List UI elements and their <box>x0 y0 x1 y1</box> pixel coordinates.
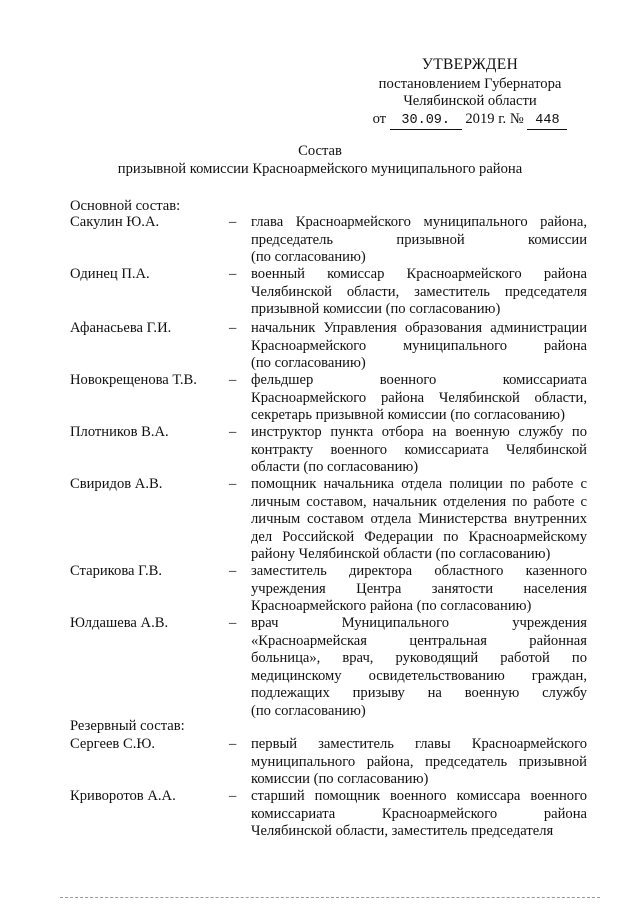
main-composition-label: Основной состав: <box>70 198 181 214</box>
member-dash: – <box>229 214 237 230</box>
position-line: больница», врач, руководящий работой по <box>251 650 587 667</box>
member-dash: – <box>229 424 237 440</box>
position-line: Красноармейского муниципального района <box>251 337 587 354</box>
position-line: Челябинской области, заместитель председателя <box>251 283 587 300</box>
approval-prefix: от <box>372 110 387 127</box>
member-position <box>251 788 587 841</box>
document-title <box>0 143 640 178</box>
position-line: начальник Управления образования администрации <box>251 320 587 336</box>
position-line: «Красноармейская центральная районная <box>251 632 587 649</box>
position-line: (по согласованию) <box>251 355 366 372</box>
member-position <box>251 615 587 721</box>
member-position <box>251 476 587 564</box>
member-dash: – <box>229 788 237 804</box>
member-name: Сергеев С.Ю. <box>70 736 156 752</box>
position-line: учреждения Центра занятости населения <box>251 580 587 597</box>
member-dash: – <box>229 736 237 752</box>
member-dash: – <box>229 320 237 336</box>
position-line: фельдшер военного комиссариата <box>251 372 587 388</box>
member-dash: – <box>229 372 237 388</box>
approval-date-line <box>360 111 580 131</box>
position-line: подлежащих призыву на военную службу <box>251 685 587 702</box>
member-name: Криворотов А.А. <box>70 788 176 804</box>
member-position <box>251 372 587 425</box>
member-name: Юлдашева А.В. <box>70 615 169 631</box>
position-line: медицинскому освидетельствованию граждан, <box>251 667 587 684</box>
approval-line-1: постановлением Губернатора <box>378 75 562 92</box>
approval-number: 448 <box>527 112 567 131</box>
position-line: Красноармейского района Челябинской области, <box>251 389 587 406</box>
position-line: комиссариата Красноармейского района <box>251 805 587 822</box>
position-line: району Челябинской области (по согласованию) <box>251 546 551 563</box>
position-line: муниципального района, председатель призывной <box>251 753 587 770</box>
member-name: Новокрещенова Т.В. <box>70 372 197 388</box>
member-name: Сакулин Ю.А. <box>70 214 160 230</box>
member-name: Старикова Г.В. <box>70 563 162 579</box>
position-line: Красноармейского района (по согласованию) <box>251 598 532 615</box>
member-position <box>251 266 587 319</box>
member-name: Свиридов А.В. <box>70 476 163 492</box>
member-position <box>251 424 587 477</box>
approval-heading: УТВЕРЖДЕН <box>421 56 519 73</box>
page-bottom-divider <box>60 897 600 898</box>
position-line: призывной комиссии (по согласованию) <box>251 301 501 318</box>
position-line: старший помощник военного комиссара военного <box>251 788 587 804</box>
approval-line-2: Челябинской области <box>403 93 537 110</box>
position-line: помощник начальника отдела полиции по работе с <box>251 476 587 492</box>
member-name: Плотников В.А. <box>70 424 169 440</box>
position-line: инструктор пункта отбора на военную службу по <box>251 424 587 440</box>
reserve-composition-label: Резервный состав: <box>70 718 185 734</box>
position-line: Челябинской области, заместитель председателя <box>251 823 554 840</box>
position-line: контракту военного комиссариата Челябинской <box>251 441 587 458</box>
member-dash: – <box>229 476 237 492</box>
title-line-2: призывной комиссии Красноармейского муниципального района <box>117 160 523 177</box>
approval-date: 30.09. <box>390 112 462 131</box>
approval-stamp <box>360 56 580 130</box>
position-line: глава Красноармейского муниципального района, <box>251 214 587 230</box>
position-line: личным составом отдела Министерства внутренних <box>251 511 587 528</box>
member-dash: – <box>229 563 237 579</box>
title-line-1: Состав <box>298 143 342 159</box>
position-line: первый заместитель главы Красноармейского <box>251 736 587 752</box>
approval-year: 2019 г. № <box>465 110 524 127</box>
position-line: секретарь призывной комиссии (по согласованию) <box>251 407 565 424</box>
position-line: заместитель директора областного казенного <box>251 563 587 579</box>
position-line: врач Муниципального учреждения <box>251 615 587 631</box>
member-position <box>251 320 587 373</box>
position-line: дел Российской Федерации по Красноармейскому <box>251 528 587 545</box>
member-position <box>251 563 587 616</box>
position-line: (по согласованию) <box>251 702 366 719</box>
member-dash: – <box>229 266 237 282</box>
member-name: Одинец П.А. <box>70 266 150 282</box>
member-dash: – <box>229 615 237 631</box>
position-line: области (по согласованию) <box>251 459 419 476</box>
member-position <box>251 214 587 267</box>
position-line: личным составом, начальник отделения по работе с <box>251 493 587 510</box>
position-line: председатель призывной комиссии <box>251 231 587 248</box>
position-line: комиссии (по согласованию) <box>251 771 429 788</box>
member-name: Афанасьева Г.И. <box>70 320 172 336</box>
member-position <box>251 736 587 789</box>
position-line: военный комиссар Красноармейского района <box>251 266 587 282</box>
position-line: (по согласованию) <box>251 249 366 266</box>
